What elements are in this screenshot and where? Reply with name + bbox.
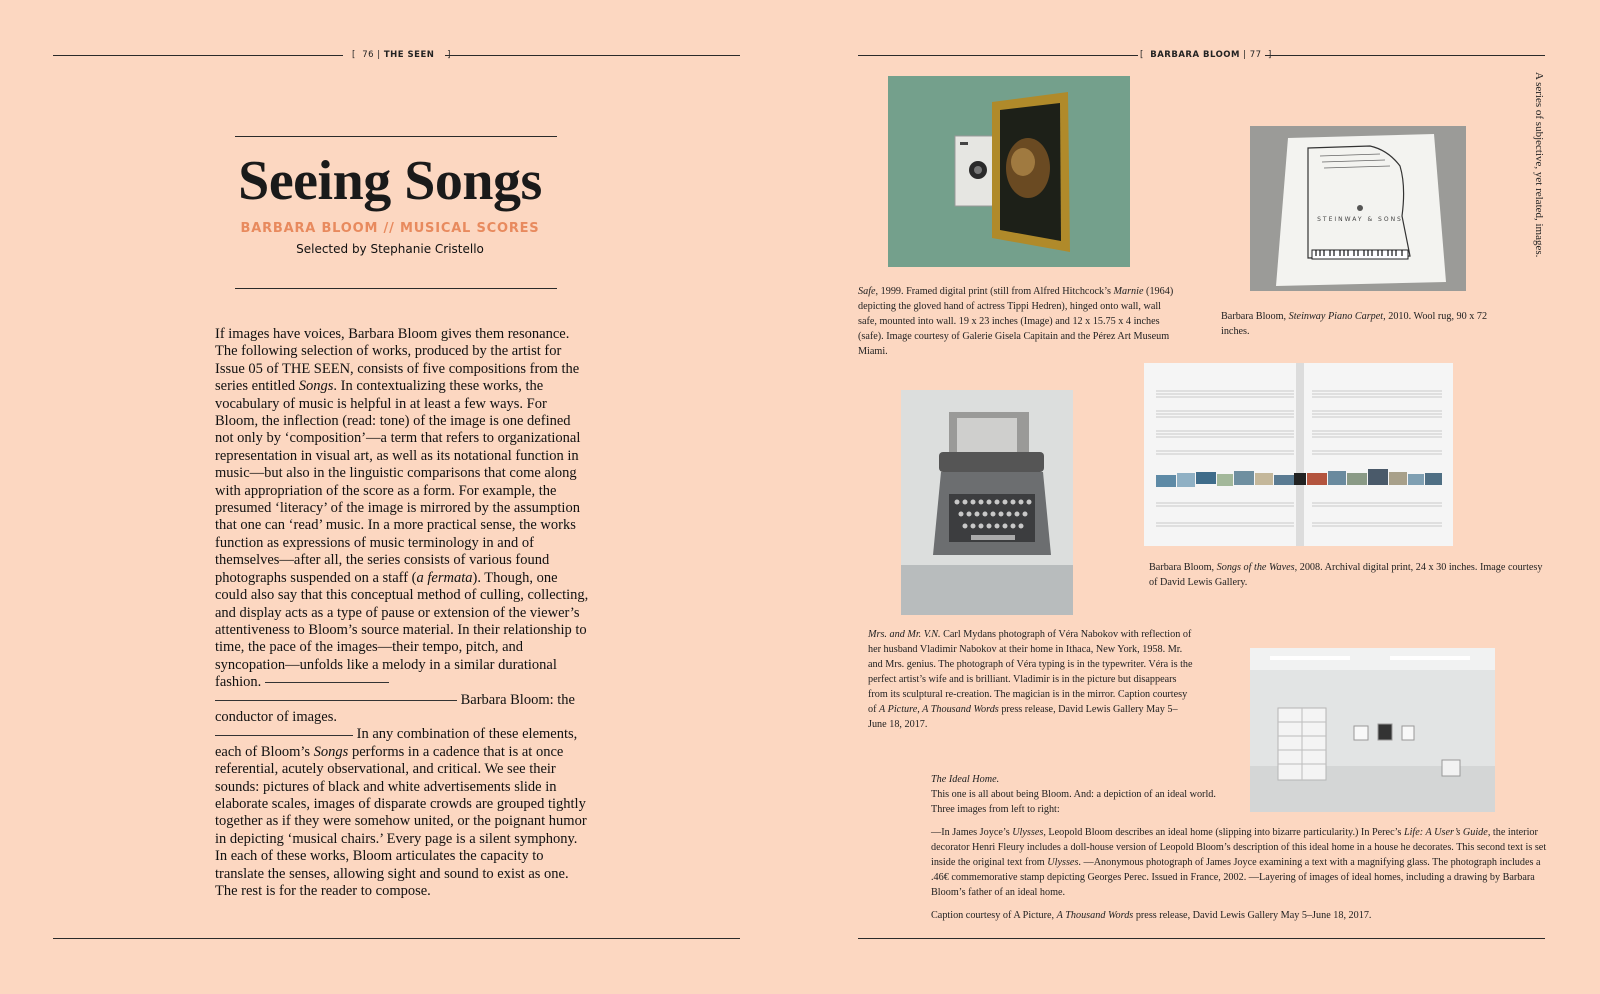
caption-safe-title: Safe [858,286,876,297]
caption-waves-t1: Barbara Bloom, [1149,562,1217,573]
songs-of-the-waves-image [1144,363,1453,546]
caption-nabokov-t1: Carl Mydans photograph of Véra Nabokov with reflection of her husband Vladimir Nabokov at their home in Ithaca, New York, 1958. Mr. and Mrs. genius. The photograph of Véra typing is in the typewriter. Véra is the perfect artist’s wife and is brilliant. Vladimir is in the picture but disappears from its sculptural re-creation. The magician is in the mirror. Caption courtesy of [868,629,1193,715]
caption-waves-t2: , 2008. Archival digital print, 24 x 30 inches. Image courtesy of David Lewis Gallery. [1149,562,1543,588]
vertical-side-note: A series of subjective, yet related, images. [1533,72,1545,258]
caption-steinway-title: Steinway Piano Carpet [1288,311,1384,322]
em-rule-3 [215,735,353,736]
caption-ideal-home-title: The Ideal Home. [931,774,1000,785]
byline: Selected by Stephanie Cristello [296,242,484,256]
top-rule-left-a [53,55,343,56]
caption-ideal-p3: , the interior decorator Henri Fleury includes a doll-house version of Leopold Bloom’s description of this ideal home in a house he decorates. This second text is set inside the original text from [931,827,1547,868]
folio-left-section: THE SEEN [383,50,435,60]
caption-ideal-credit1: Caption courtesy of A Picture, [931,910,1057,921]
gallery-installation-image [1250,648,1495,812]
body-p2: Barbara Bloom: the conductor of images. [215,691,575,725]
body-p1-songs: Songs [298,378,334,395]
caption-safe-marnie: Marnie [1113,286,1144,297]
steinway-rug-image [1250,126,1466,291]
folio-right-section: BARBARA BLOOM [1150,50,1240,60]
title-rule-top [235,136,557,137]
caption-ideal-life: Life: A User’s Guide [1403,827,1488,838]
safe-artwork-image [888,76,1130,267]
caption-safe [858,284,1176,359]
caption-nabokov-t2: press release, David Lewis Gallery May 5–June 18, 2017. [868,704,1178,730]
folio-left-number: 76 [362,50,375,60]
caption-safe-t1: , 1999. Framed digital print (still from Alfred Hitchcock’s [875,286,1114,297]
article-body [215,326,590,900]
caption-ideal-home-detail [931,825,1551,900]
caption-ideal-credit-ref: A Thousand Words [1056,910,1134,921]
top-rule-right-b [1265,55,1545,56]
caption-waves [1149,560,1544,590]
body-p1-c: ). Though, one could also say that this conceptual method of culling, collecting, and display acts as a type of pause or extension of the viewer’s attentiveness to Bloom’s source material. In their relationship to time, the pace of the images—their tempo, pitch, and syncopation—unfolds like a melody in a similar durational fashion. [215,569,589,691]
page-title: Seeing Songs [238,150,542,212]
typewriter-image [901,390,1073,615]
top-rule-left-b [445,55,740,56]
caption-ideal-credit2: press release, David Lewis Gallery May 5–June 18, 2017. [1133,910,1372,921]
caption-steinway [1221,309,1491,339]
em-rule-2 [215,700,457,701]
caption-nabokov-ref: A Picture, A Thousand Words [879,704,999,715]
body-p3-songs: Songs [313,743,349,760]
title-rule-bottom [235,288,557,289]
rug-brand-text: STEINWAY & SONS [1317,216,1403,223]
caption-ideal-p4: . —Anonymous photograph of James Joyce examining a text with a magnifying glass. The photograph includes a .46€ commemorative stamp depicting Georges Perec. Issued in France, 2002. —Layering of images of ideal homes, including a drawing by Barbara Bloom’s father of an ideal home. [931,857,1541,898]
body-p3-a: In any combination of these elements, each of Bloom’s [215,726,578,760]
bottom-rule-left [53,938,740,939]
body-paragraph-1 [215,326,590,900]
caption-ideal-home [931,772,1241,817]
top-rule-right-a [858,55,1138,56]
caption-ideal-ulysses: Ulysses [1012,827,1044,838]
caption-ideal-p1: —In James Joyce’s [931,827,1013,838]
folio-right: [ BARBARA BLOOM | 77 ] [1140,50,1272,60]
caption-steinway-t1: Barbara Bloom, [1221,311,1289,322]
caption-waves-title: Songs of the Waves [1216,562,1295,573]
folio-right-number: 77 [1249,50,1262,60]
caption-safe-t2: (1964) depicting the gloved hand of actress Tippi Hedren), hinged onto wall, wall safe, mounted into wall. 19 x 23 inches (Image) and 12 x 15.75 x 4 inches (safe). Image courtesy of Galerie Gisela Capitain and the Pérez Art Museum Miami. [858,286,1174,357]
caption-ideal-home-intro: This one is all about being Bloom. And: a depiction of an ideal world. Three images from left to right: [931,789,1216,815]
caption-ideal-p2: , Leopold Bloom describes an ideal home (slipping into bizarre particularity.) In Perec’s [1043,827,1404,838]
body-p1-a: If images have voices, Barbara Bloom gives them resonance. The following selection of works, produced by the artist for Issue 05 of THE SEEN, consists of five compositions from the series entitled [215,326,580,395]
caption-ideal-ulysses2: Ulysses [1047,857,1079,868]
body-p1-b: . In contextualizing these works, the vocabulary of music is helpful in at least a few ways. For Bloom, the inflection (read: tone) of the image is one defined not only by ‘composition’—a term that refers to organizational representation in visual art, as well as its notational function in music—but also in the linguistic comparisons that come along with appropriation of the score as a form. For example, the presumed ‘literacy’ of the image is mirrored by the assumption that one can ‘read’ music. In a more practical sense, the works function as expressions of music terminology in and of themselves—after all, the series consists of various found photographs suspended on a staff ( [215,378,581,586]
caption-nabokov [868,627,1194,732]
caption-steinway-t2: , 2010. Wool rug, 90 x 72 inches. [1221,311,1488,337]
title-block [230,136,550,289]
caption-ideal-home-credit [931,908,1551,923]
folio-left: [ 76 | THE SEEN ] [352,50,451,60]
body-p1-fermata: a fermata [416,569,473,586]
subtitle: BARBARA BLOOM // MUSICAL SCORES [240,221,540,236]
caption-nabokov-title: Mrs. and Mr. V.N. [868,629,941,640]
body-p3-b: performs in a cadence that is at once referential, acutely observational, and critical. We see their sounds: pictures of black and white advertisements slide in elaborate scales, images of disparate crowds are grouped tightly together as if they were somehow united, or the poignant humor in depicting ‘musical chairs.’ Every page is a silent symphony. In each of these works, Bloom articulates the capacity to translate the senses, allowing sight and sound to exist as one. The rest is for the reader to compose. [215,743,587,899]
em-rule-1 [265,682,389,683]
bottom-rule-right [858,938,1545,939]
